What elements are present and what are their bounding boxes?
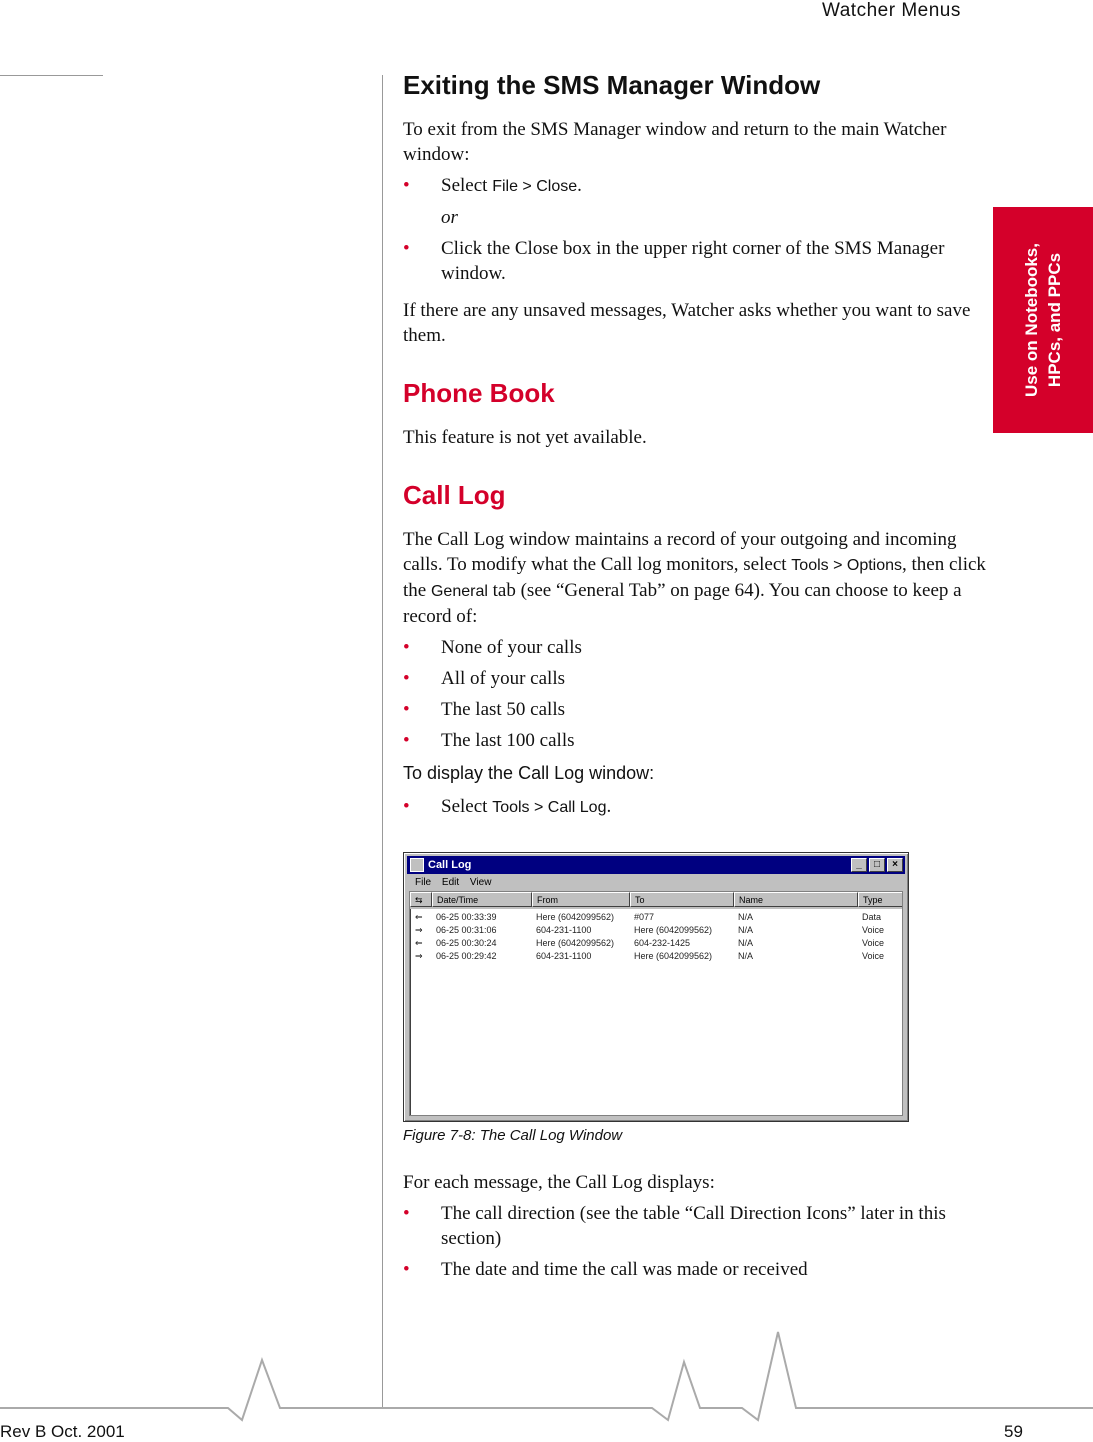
header-from: From: [532, 892, 630, 907]
cell-name: N/A: [738, 951, 754, 961]
displays-section: [403, 1170, 993, 1282]
cell-from: 604-231-1100: [536, 951, 592, 961]
cell-from: Here (6042099562): [536, 938, 615, 948]
select-call-log-bullet: [403, 794, 993, 820]
header-type: Type: [858, 892, 903, 907]
column-rule: [382, 75, 383, 1407]
exit-bullet-select: [403, 173, 993, 199]
cell-datetime: 06-25 00:33:39: [436, 912, 497, 922]
exit-bullet-close-box: • Click the Close box in the upper right corner of the SMS Manager window.: [403, 236, 993, 286]
para-text: tab (see “General Tab” on page 64). You can choose to keep a record of:: [403, 580, 962, 627]
bullet-suffix: .: [577, 175, 582, 196]
para-text: , then click the: [403, 554, 986, 601]
header-datetime: Date/Time: [432, 892, 532, 907]
menu-path-file-close: File > Close: [492, 178, 578, 195]
window-titlebar: [407, 856, 905, 874]
running-head: Watcher Menus: [822, 0, 961, 21]
side-tab-line1: Use on Notebooks,: [1022, 243, 1041, 397]
main-content: [403, 70, 993, 820]
menu-edit: Edit: [441, 877, 460, 888]
window-controls: [849, 858, 903, 876]
bullet-suffix: .: [606, 796, 612, 817]
cell-datetime: 06-25 00:29:42: [436, 951, 497, 961]
cell-to: 604-232-1425: [634, 938, 691, 948]
cell-to: Here (6042099562): [634, 951, 713, 961]
heartbeat-line-graphic: [0, 1330, 1093, 1425]
bullet-prefix: Select: [441, 796, 493, 817]
window-menubar: [407, 875, 905, 891]
cell-type: Voice: [862, 938, 885, 948]
menu-path-tools-options: Tools > Options: [791, 557, 903, 574]
header-name: Name: [734, 892, 858, 907]
call-log-heading: Call Log: [403, 480, 506, 510]
procedure-heading: To display the Call Log window:: [403, 763, 655, 783]
option-item: • The last 100 calls: [403, 728, 993, 753]
menu-view: View: [469, 877, 492, 888]
table-row: [410, 937, 902, 949]
call-log-window-screenshot: [403, 852, 909, 1122]
direction-icon: ⇒: [415, 951, 423, 961]
displays-bullet-datetime: • The date and time the call was made or received: [403, 1257, 993, 1282]
menu-path-tools-call-log: Tools > Call Log: [492, 799, 607, 816]
cell-from: Here (6042099562): [536, 912, 615, 922]
side-chapter-tab: [993, 207, 1093, 433]
app-icon: [410, 858, 424, 872]
table-row: [410, 924, 902, 936]
cell-datetime: 06-25 00:30:24: [436, 938, 497, 948]
bullet-prefix: Select: [441, 175, 493, 196]
figure-caption: Figure 7-8: The Call Log Window: [403, 1127, 623, 1144]
direction-icon: ⇐: [415, 938, 423, 948]
direction-icon: ⇐: [415, 912, 423, 922]
exit-heading: Exiting the SMS Manager Window: [403, 70, 821, 100]
cell-datetime: 06-25 00:31:06: [436, 925, 497, 935]
maximize-icon: □: [869, 858, 885, 872]
cell-type: Data: [862, 912, 882, 922]
list-header: [410, 892, 902, 909]
para-text: The Call Log window maintains a record of your outgoing and incoming calls. To modify what the Call log monitors, select: [403, 529, 957, 575]
cell-from: 604-231-1100: [536, 925, 592, 935]
exit-intro: To exit from the SMS Manager window and return to the main Watcher window:: [403, 119, 947, 165]
option-item: • All of your calls: [403, 666, 993, 691]
table-row: [410, 911, 902, 923]
cell-to: Here (6042099562): [634, 925, 713, 935]
top-rule: [0, 75, 103, 76]
call-log-paragraph: [403, 527, 993, 629]
minimize-icon: _: [851, 858, 867, 872]
window-title: Call Log: [428, 859, 472, 871]
header-direction-icon: ⇆: [410, 892, 432, 907]
phone-book-heading: Phone Book: [403, 378, 555, 408]
page-number: 59: [1004, 1422, 1023, 1441]
displays-bullet-direction: • The call direction (see the table “Call Direction Icons” later in this section): [403, 1201, 993, 1251]
direction-icon: ⇒: [415, 925, 423, 935]
displays-intro: For each message, the Call Log displays:: [403, 1172, 715, 1193]
header-to: To: [630, 892, 734, 907]
cell-name: N/A: [738, 925, 754, 935]
cell-type: Voice: [862, 925, 885, 935]
side-tab-text: [1020, 243, 1066, 397]
close-icon: ×: [887, 858, 903, 872]
cell-to: #077: [634, 912, 655, 922]
call-list: [409, 891, 903, 1116]
or-text: or: [441, 207, 458, 228]
cell-name: N/A: [738, 938, 754, 948]
cell-type: Voice: [862, 951, 885, 961]
option-item: • None of your calls: [403, 635, 993, 660]
phone-book-text: This feature is not yet available.: [403, 427, 647, 448]
cell-name: N/A: [738, 912, 754, 922]
option-item: • The last 50 calls: [403, 697, 993, 722]
side-tab-line2: HPCs, and PPCs: [1045, 252, 1064, 388]
table-row: [410, 950, 902, 962]
footer-revision: Rev B Oct. 2001: [0, 1422, 125, 1441]
tab-name-general: General: [430, 583, 488, 600]
menu-file: File: [415, 877, 432, 888]
unsaved-paragraph: If there are any unsaved messages, Watcher asks whether you want to save them.: [403, 300, 971, 346]
